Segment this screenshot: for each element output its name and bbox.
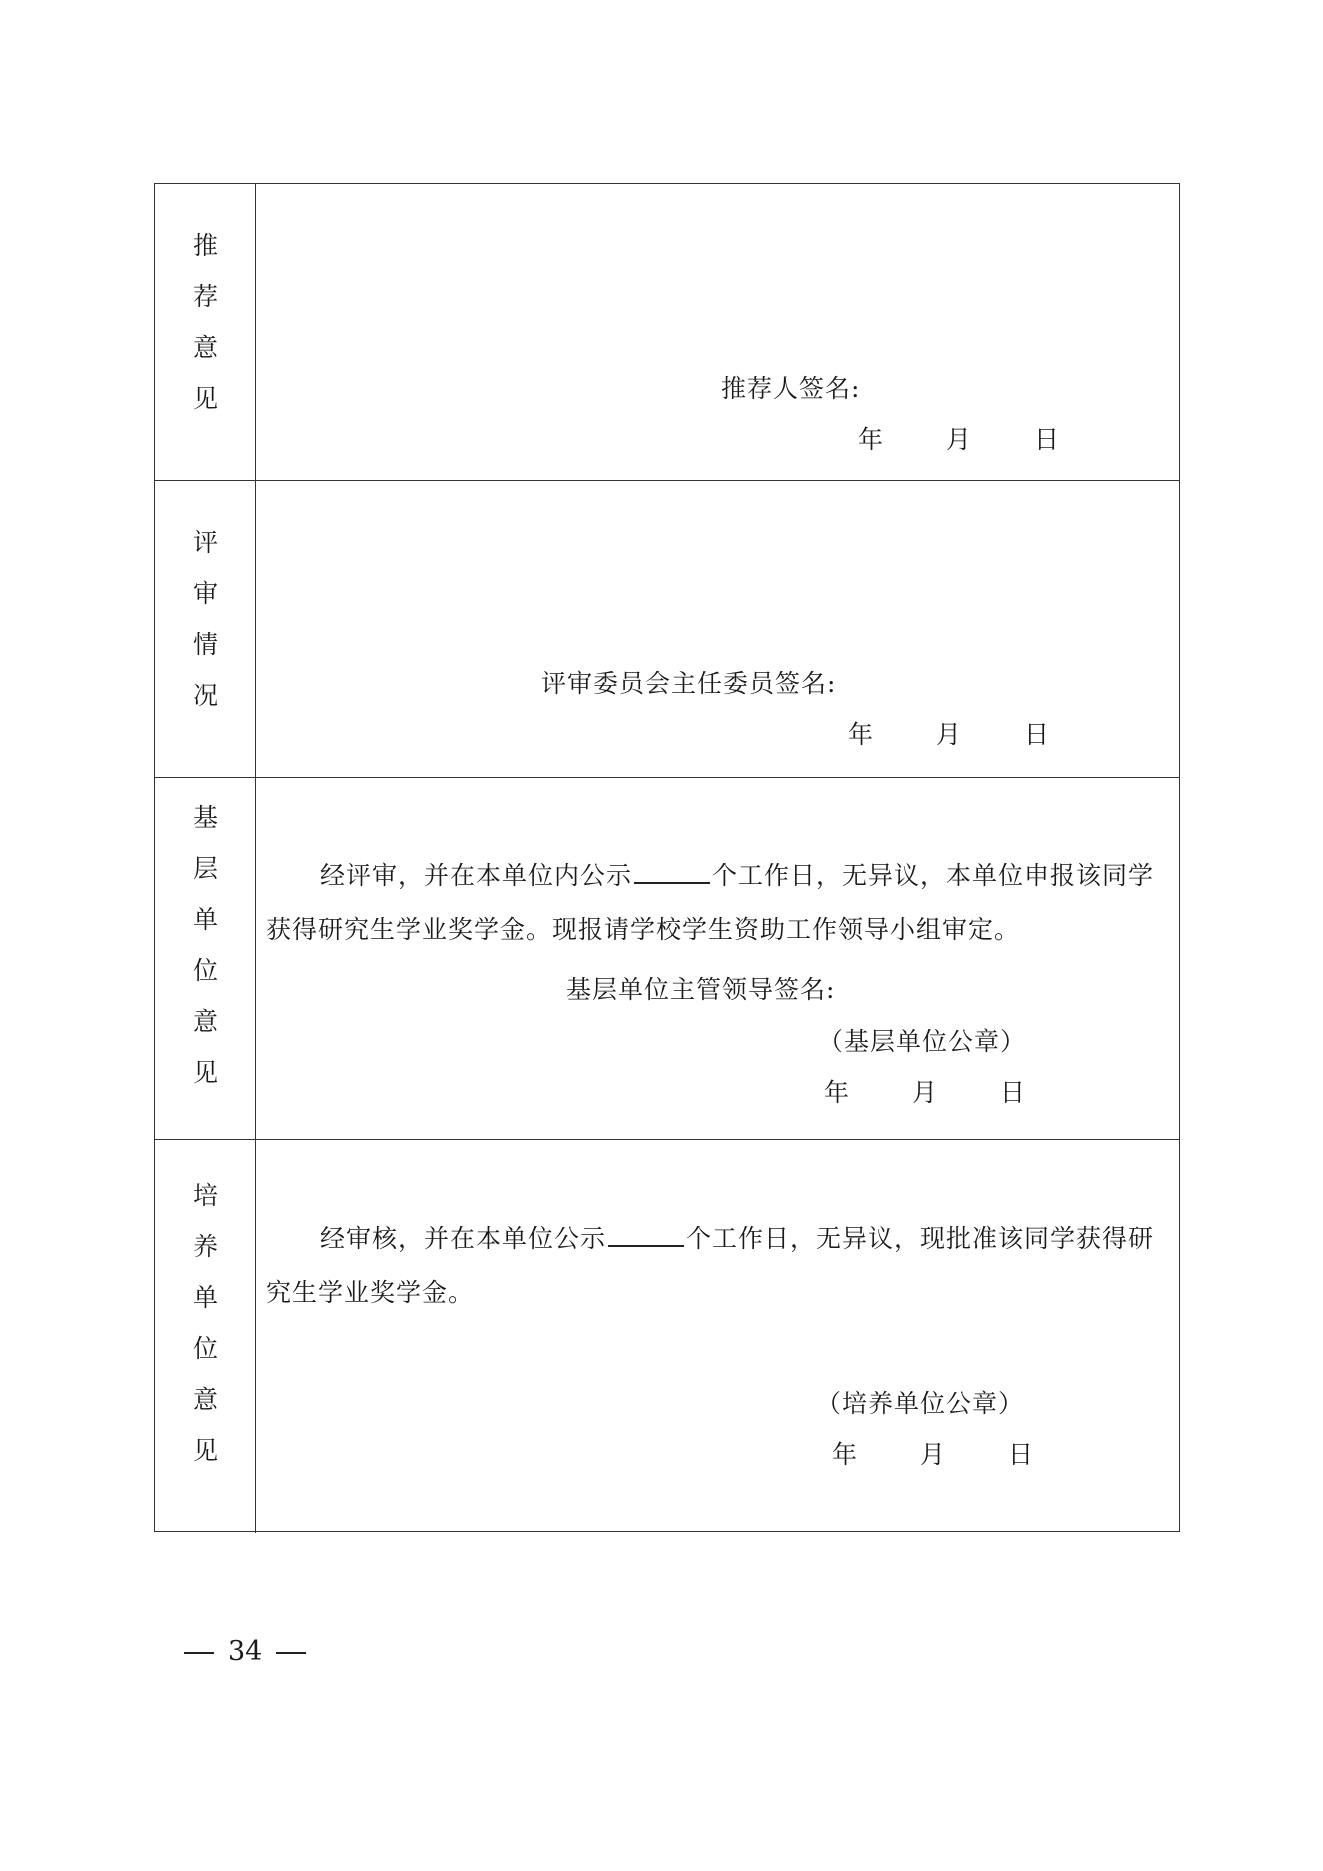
row-label-char: 推 <box>192 231 218 260</box>
year-label: 年 <box>858 425 885 454</box>
day-label: 日 <box>1034 425 1061 454</box>
row-label-char: 单 <box>192 1283 218 1312</box>
row-label-char: 评 <box>192 528 218 557</box>
grassroots-opinion-line1 <box>320 860 1154 892</box>
grassroots-unit-label-cell <box>155 778 256 1139</box>
page-number-dash <box>184 1652 214 1654</box>
row-label-char: 情 <box>192 630 218 659</box>
year-label: 年 <box>832 1440 859 1469</box>
page-number-dash <box>276 1652 306 1654</box>
training-unit-row <box>155 1140 1179 1533</box>
row-label-char: 审 <box>192 579 218 608</box>
page-number-value: 34 <box>228 1636 263 1667</box>
review-content-cell[interactable] <box>256 481 1179 777</box>
recommendation-content-cell[interactable] <box>256 184 1179 480</box>
grassroots-unit-seal-label: （基层单位公章） <box>818 1027 1027 1056</box>
row-label-char: 意 <box>192 333 218 362</box>
month-label: 月 <box>946 425 973 454</box>
review-label-cell <box>155 481 256 777</box>
training-unit-label-cell <box>155 1140 256 1533</box>
opinion-text: 个工作日，无异议，本单位申报该同学 <box>712 861 1155 890</box>
row-label-char: 位 <box>192 1334 218 1363</box>
year-label: 年 <box>824 1078 851 1107</box>
month-label: 月 <box>936 720 963 749</box>
row-label-char: 见 <box>192 1436 218 1465</box>
publicity-days-blank[interactable] <box>634 860 710 884</box>
row-label-char: 单 <box>192 905 218 934</box>
month-label: 月 <box>912 1078 939 1107</box>
review-date <box>848 719 1050 751</box>
review-row <box>155 481 1179 778</box>
grassroots-leader-signature-label: 基层单位主管领导签名: <box>566 975 836 1004</box>
grassroots-date <box>824 1077 1026 1109</box>
recommender-signature-label: 推荐人签名: <box>721 374 861 403</box>
row-label-char: 荐 <box>192 282 218 311</box>
recommendation-date <box>858 424 1060 456</box>
training-unit-seal-label: （培养单位公章） <box>816 1389 1025 1418</box>
month-label: 月 <box>920 1440 947 1469</box>
recommendation-row <box>155 184 1179 481</box>
training-opinion-line1 <box>320 1223 1154 1255</box>
training-unit-content-cell <box>256 1140 1179 1533</box>
row-label-char: 意 <box>192 1007 218 1036</box>
page-number <box>170 1636 320 1667</box>
training-opinion-line2: 究生学业奖学金。 <box>266 1278 475 1307</box>
row-label-char: 见 <box>192 1058 218 1087</box>
training-date <box>832 1439 1034 1471</box>
row-label-char: 培 <box>192 1181 218 1210</box>
opinion-text: 个工作日，无异议，现批准该同学获得研 <box>686 1224 1155 1253</box>
grassroots-unit-row <box>155 778 1179 1140</box>
row-label-char: 意 <box>192 1385 218 1414</box>
row-label-char: 养 <box>192 1232 218 1261</box>
application-form-table <box>154 183 1180 1532</box>
row-label-char: 基 <box>192 803 218 832</box>
row-label-char: 况 <box>192 681 218 710</box>
row-label-char: 见 <box>192 384 218 413</box>
day-label: 日 <box>1024 720 1051 749</box>
grassroots-opinion-line2: 获得研究生学业奖学金。现报请学校学生资助工作领导小组审定。 <box>266 915 1021 944</box>
opinion-text: 经评审，并在本单位内公示 <box>320 861 633 890</box>
day-label: 日 <box>1008 1440 1035 1469</box>
row-label-char: 层 <box>192 854 218 883</box>
row-label-char: 位 <box>192 956 218 985</box>
recommendation-label-cell <box>155 184 256 480</box>
day-label: 日 <box>1000 1078 1027 1107</box>
committee-chair-signature-label: 评审委员会主任委员签名: <box>541 669 837 698</box>
opinion-text: 经审核，并在本单位公示 <box>320 1224 607 1253</box>
year-label: 年 <box>848 720 875 749</box>
publicity-days-blank[interactable] <box>608 1223 684 1247</box>
grassroots-unit-content-cell <box>256 778 1179 1139</box>
